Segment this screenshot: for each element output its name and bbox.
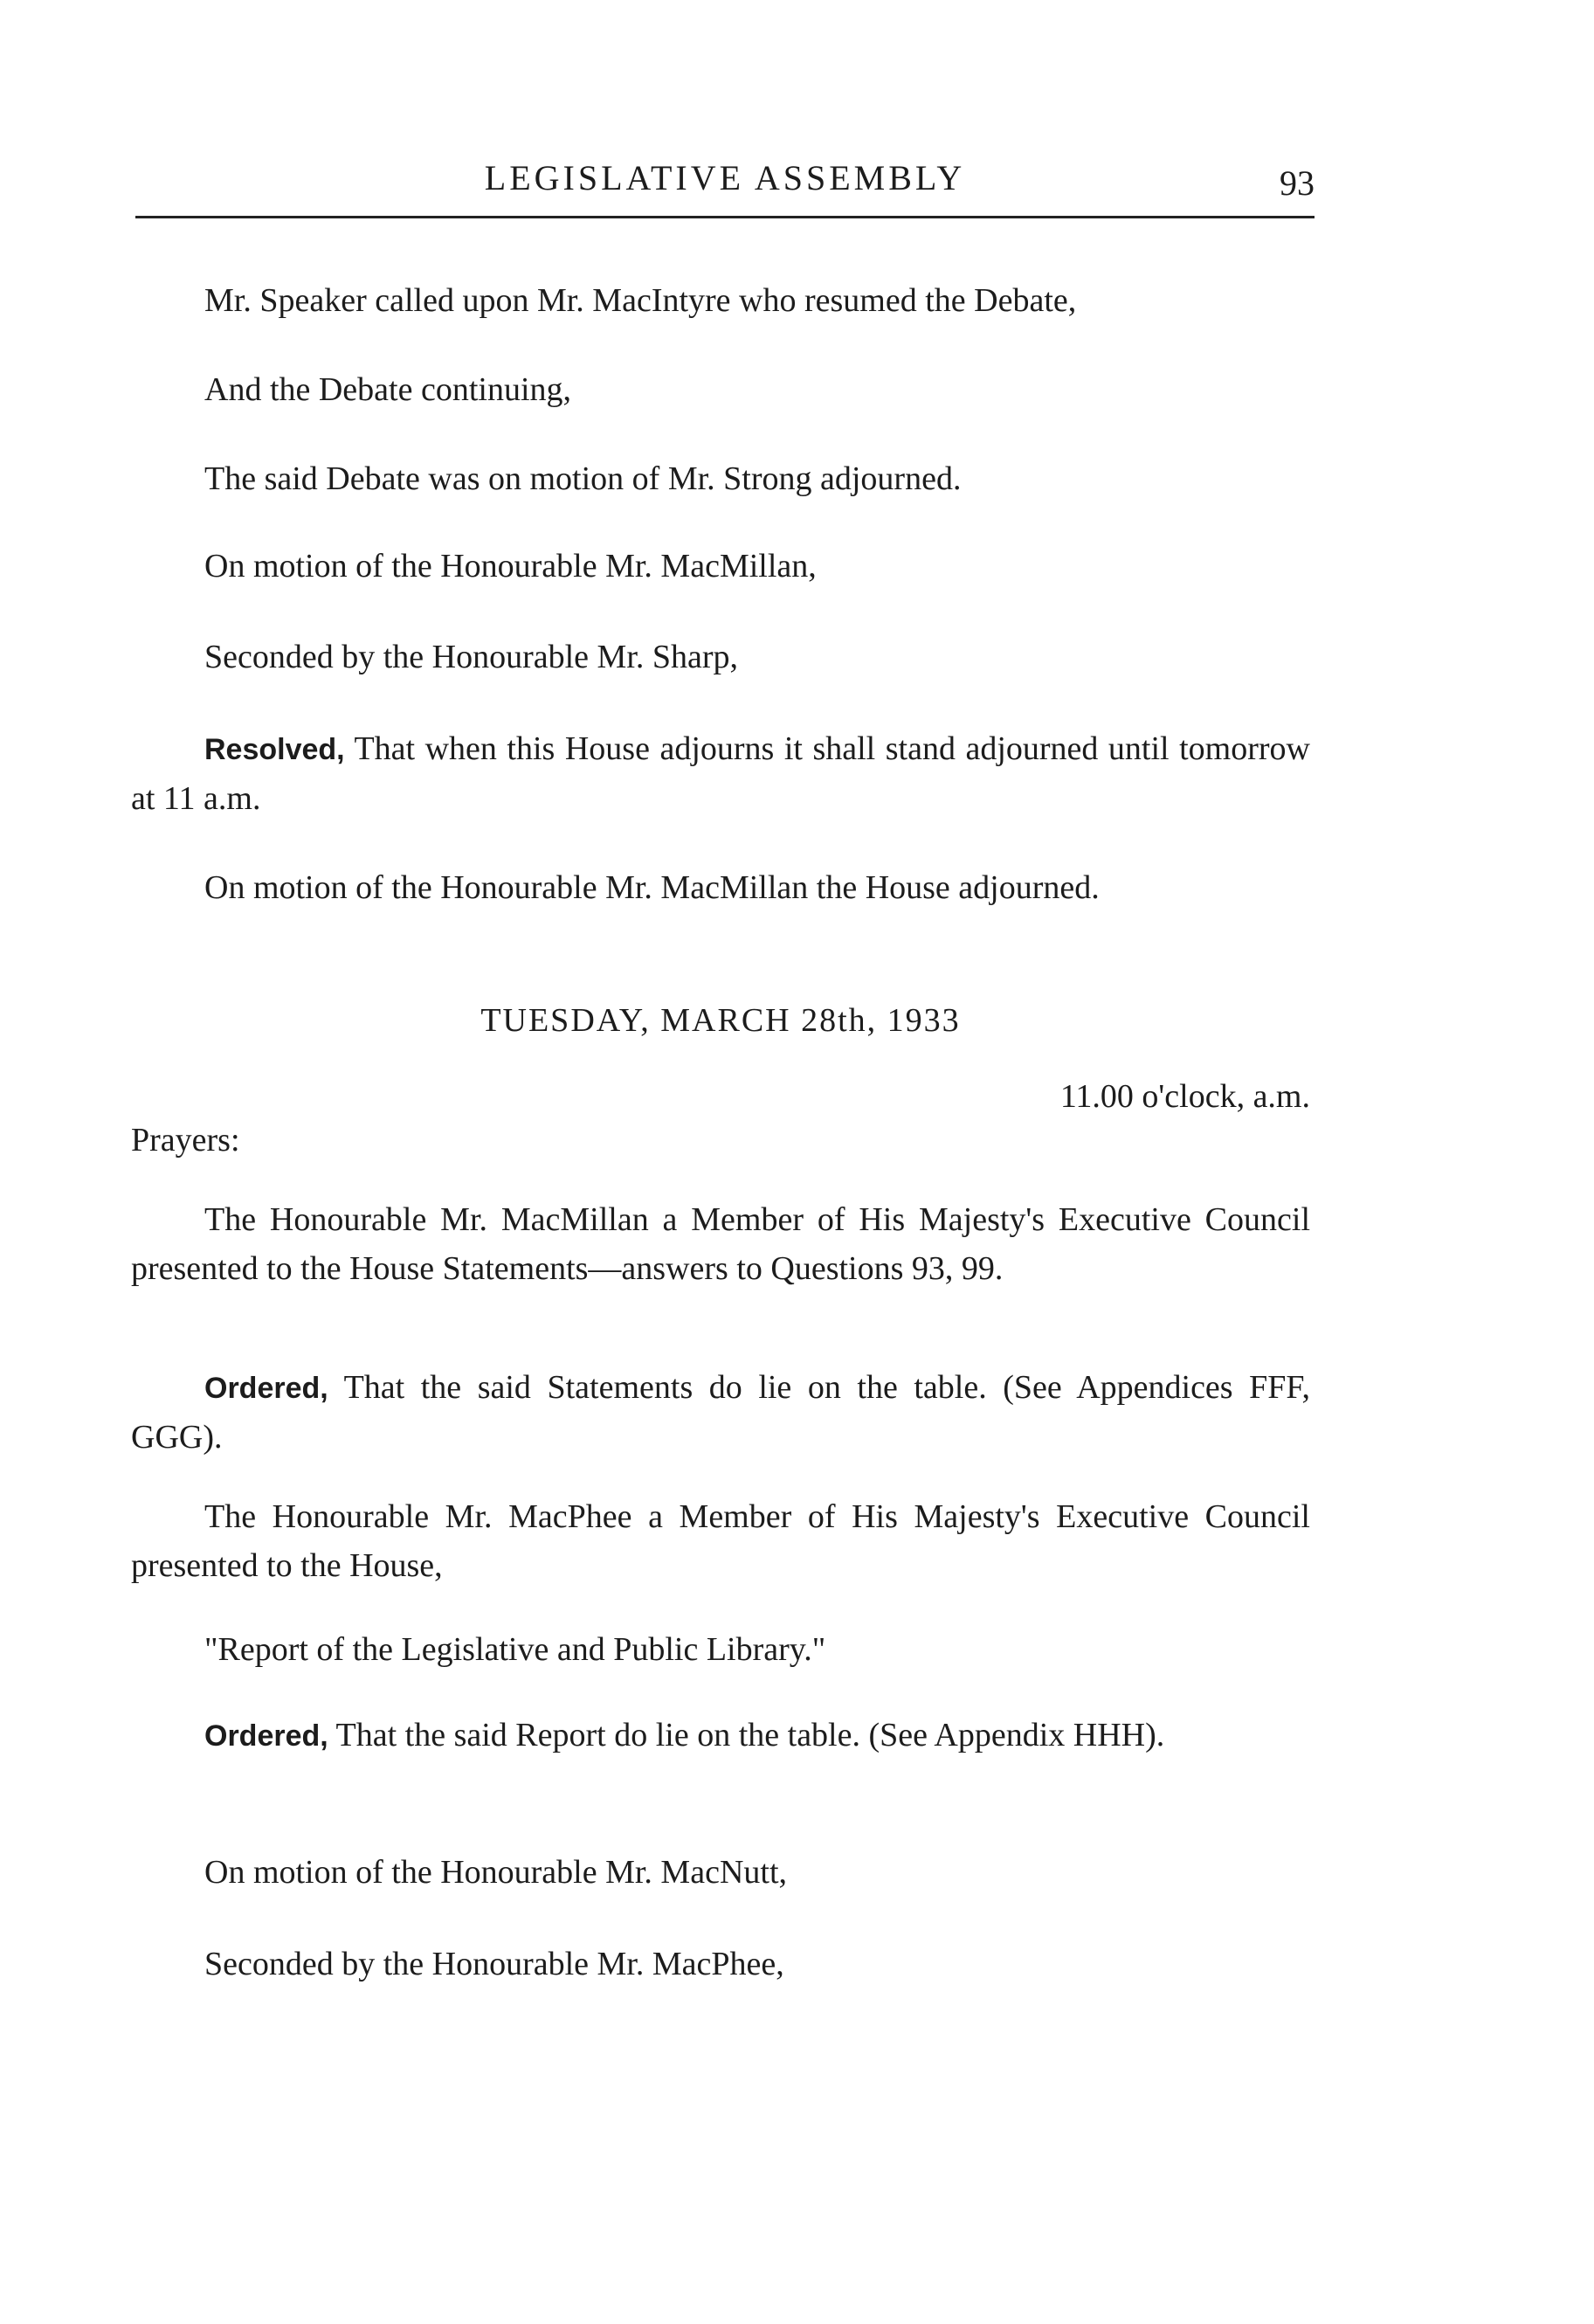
header-rule bbox=[135, 216, 1315, 218]
paragraph: On motion of the Honourable Mr. MacMillan, bbox=[204, 548, 817, 584]
ordered-text: That the said Report do lie on the table. (See Appendix HHH). bbox=[328, 1717, 1165, 1753]
paragraph: Mr. Speaker called upon Mr. MacIntyre who resumed the Debate, bbox=[204, 282, 1077, 319]
ordered-paragraph bbox=[131, 1711, 1310, 1760]
resolution-lead: Resolved, bbox=[204, 733, 345, 766]
sitting-date: TUESDAY, MARCH 28th, 1933 bbox=[480, 1002, 961, 1039]
ordered-lead: Ordered, bbox=[204, 1719, 328, 1753]
prayers-label: Prayers: bbox=[131, 1122, 240, 1159]
paragraph: Seconded by the Honourable Mr. MacPhee, bbox=[204, 1946, 784, 1982]
paragraph: The Honourable Mr. MacMillan a Member of His Majesty's Executive Council presented to the House Statements—answers to Questions 93, 99. bbox=[131, 1201, 1310, 1287]
paragraph: Seconded by the Honourable Mr. Sharp, bbox=[204, 639, 739, 675]
paragraph: The Honourable Mr. MacPhee a Member of His Majesty's Executive Council presented to the House, bbox=[131, 1498, 1310, 1584]
ordered-text: That the said Statements do lie on the table. (See Appendices FFF, GGG). bbox=[131, 1369, 1310, 1456]
running-head bbox=[135, 150, 1315, 211]
paragraph: And the Debate continuing, bbox=[204, 371, 572, 408]
ordered-lead: Ordered, bbox=[204, 1372, 328, 1405]
sitting-time: 11.00 o'clock, a.m. bbox=[1059, 1078, 1310, 1115]
page-number: 93 bbox=[1280, 163, 1315, 203]
paragraph: "Report of the Legislative and Public Library." bbox=[204, 1631, 826, 1668]
running-title: LEGISLATIVE ASSEMBLY bbox=[484, 158, 966, 197]
paragraph: On motion of the Honourable Mr. MacMillan the House adjourned. bbox=[204, 869, 1100, 906]
resolution-text: That when this House adjourns it shall stand adjourned until tomorrow at 11 a.m. bbox=[131, 730, 1310, 817]
resolution-paragraph bbox=[131, 724, 1310, 823]
ordered-paragraph bbox=[131, 1363, 1310, 1462]
paragraph: The said Debate was on motion of Mr. Strong adjourned. bbox=[204, 460, 962, 497]
paragraph: On motion of the Honourable Mr. MacNutt, bbox=[204, 1854, 788, 1891]
